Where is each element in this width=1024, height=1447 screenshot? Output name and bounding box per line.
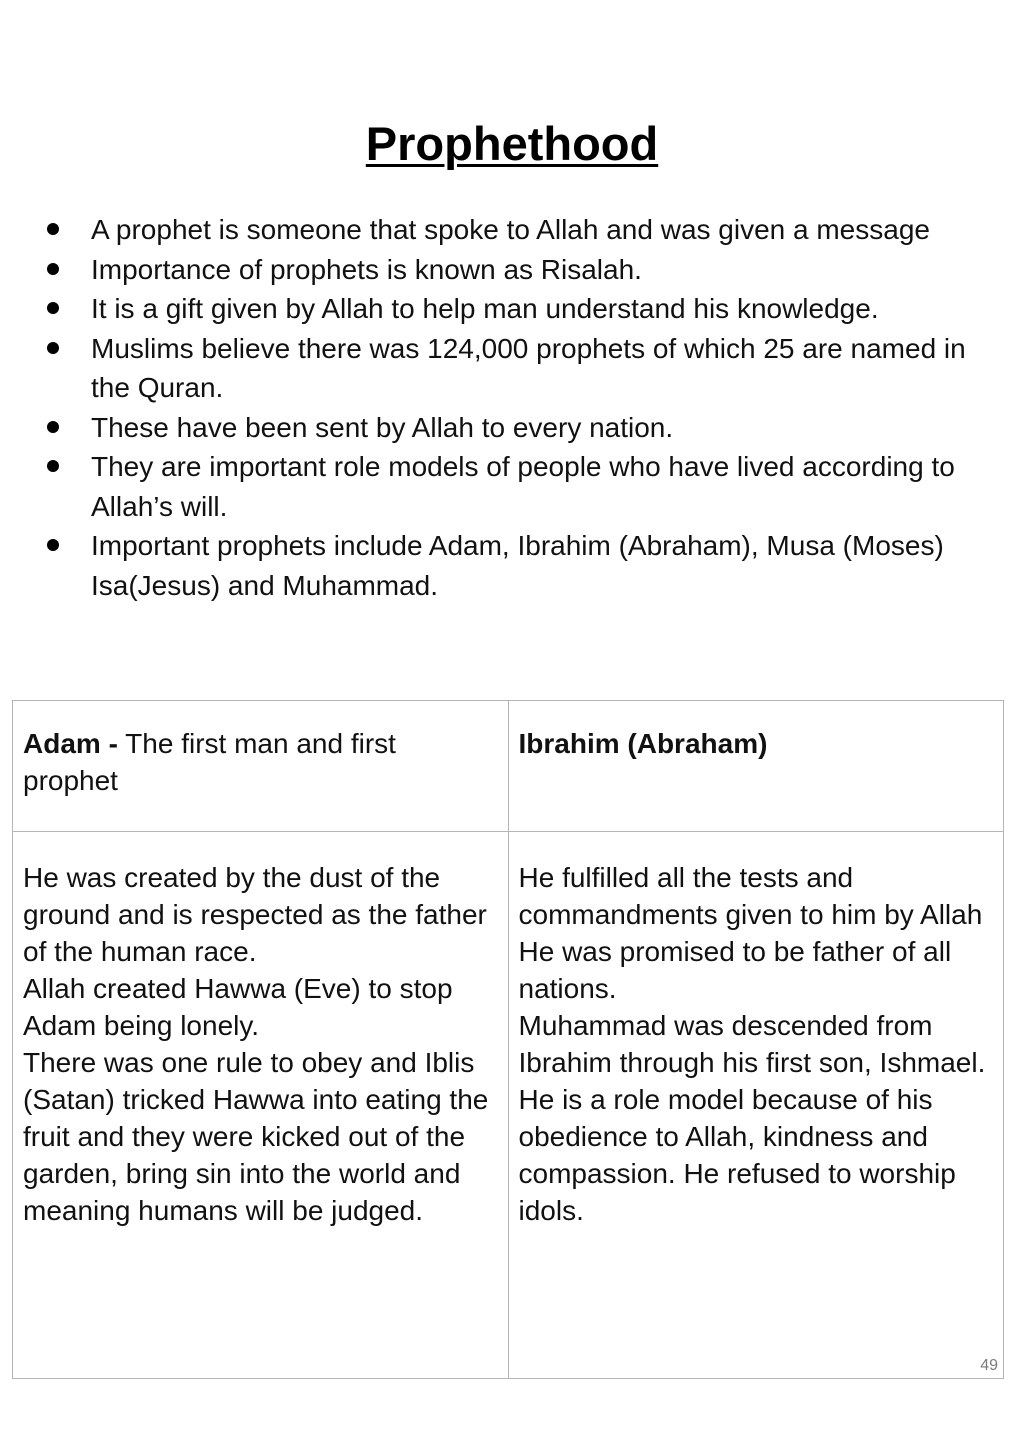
bullet-icon [47, 460, 59, 472]
adam-paragraph: There was one rule to obey and Iblis (Satan) tricked Hawwa into eating the fruit and they were kicked out of the garden, bring sin into the world and meaning humans will be judged. [23, 1047, 489, 1226]
ibrahim-paragraph: He was promised to be father of all nations. [518, 936, 952, 1004]
bullet-icon [47, 263, 59, 275]
page-title [0, 116, 1024, 172]
adam-name: Adam - [23, 728, 118, 759]
bullet-text: Muslims believe there was 124,000 prophets of which 25 are named in the Quran. [91, 332, 966, 403]
adam-header-cell [13, 701, 509, 832]
bullet-item [0, 447, 1000, 526]
bullet-icon [47, 539, 59, 551]
bullet-text: Importance of prophets is known as Risalah. [91, 253, 642, 285]
adam-paragraph: Allah created Hawwa (Eve) to stop Adam being lonely. [23, 973, 453, 1041]
prophets-table [12, 700, 1004, 1379]
adam-description-cell [13, 832, 509, 1379]
ibrahim-description-cell [508, 832, 1004, 1379]
bullet-icon [47, 223, 59, 235]
adam-subtitle: The first man and first prophet [23, 728, 396, 796]
bullet-item [0, 526, 1000, 605]
bullet-item [0, 250, 1000, 290]
bullet-icon [47, 302, 59, 314]
adam-paragraph: He was created by the dust of the ground and is respected as the father of the human race. [23, 862, 487, 967]
ibrahim-paragraph: He is a role model because of his obedience to Allah, kindness and compassion. He refused to worship idols. [518, 1084, 956, 1226]
bullet-item [0, 329, 1000, 408]
table-header-row [13, 701, 1004, 832]
bullet-text: They are important role models of people who have lived according to Allah’s will. [91, 451, 955, 522]
bullet-item [0, 210, 1000, 250]
bullet-item [0, 289, 1000, 329]
bullet-list [0, 210, 1000, 605]
ibrahim-paragraph: He fulfilled all the tests and commandments given to him by Allah [518, 862, 983, 930]
bullet-item [0, 408, 1000, 448]
bullet-icon [47, 421, 59, 433]
bullet-text: These have been sent by Allah to every nation. [91, 411, 674, 443]
ibrahim-paragraph: Muhammad was descended from Ibrahim through his first son, Ishmael. [518, 1010, 986, 1078]
bullet-text: Important prophets include Adam, Ibrahim (Abraham), Musa (Moses) Isa(Jesus) and Muhammad. [91, 530, 944, 601]
page-number: 49 [980, 1357, 998, 1374]
bullet-text: It is a gift given by Allah to help man understand his knowledge. [91, 293, 879, 324]
bullet-text: A prophet is someone that spoke to Allah and was given a message [91, 214, 930, 245]
page-title-text: Prophethood [365, 117, 659, 170]
bullet-icon [47, 342, 59, 354]
ibrahim-header-cell [508, 701, 1004, 832]
table-body-row [13, 832, 1004, 1379]
ibrahim-name: Ibrahim (Abraham) [518, 728, 768, 759]
